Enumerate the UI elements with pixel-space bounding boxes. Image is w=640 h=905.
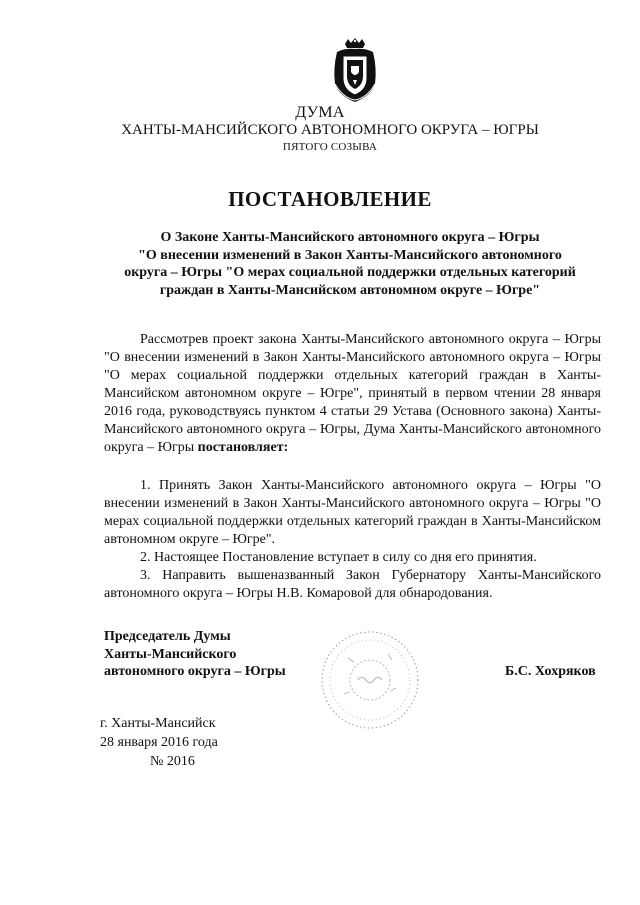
duma-heading: ДУМА <box>295 104 345 121</box>
subject-line: О Законе Ханты-Мансийского автономного округа – Югры <box>160 230 540 245</box>
okrug-heading: ХАНТЫ-МАНСИЙСКОГО АВТОНОМНОГО ОКРУГА – ЮГРЫ <box>121 122 539 138</box>
place-date-number <box>100 714 218 771</box>
signatory-position-line: автономного округа – Югры <box>104 664 286 679</box>
date: 28 января 2016 года <box>100 735 218 750</box>
subject-line: округа – Югры "О мерах социальной поддержки отдельных категорий <box>124 265 576 280</box>
resolves-word: постановляет: <box>197 440 289 455</box>
city: г. Ханты-Мансийск <box>100 716 216 731</box>
preamble-paragraph <box>104 331 601 457</box>
subject-line: граждан в Ханты-Мансийском автономном округе – Югре" <box>159 282 541 298</box>
document-title: ПОСТАНОВЛЕНИЕ <box>228 187 432 211</box>
official-stamp-icon <box>318 628 422 732</box>
preamble-text: Рассмотрев проект закона Ханты-Мансийского автономного округа – Югры "О внесении изменений в Закон Ханты-Мансийского автономного округа – Югры "О мерах социальной поддержки отдельных категорий граждан в Ханты-Мансийском автономном округе – Югре", принятый в первом чтении 28 января 2016 года, руководствуясь пунктом 4 статьи 29 Устава (Основного закона) Ханты-Мансийского автономного округа – Югры, Дума Ханты-Мансийского автономного округа – Югры <box>104 332 601 455</box>
subject-line: "О внесении изменений в Закон Ханты-Мансийского автономного <box>138 247 562 263</box>
coat-of-arms-icon <box>329 38 381 104</box>
signatory-position-line: Председатель Думы <box>104 629 231 644</box>
resolution-item: 1. Принять Закон Ханты-Мансийского автономного округа – Югры "О внесении изменений в Закон Ханты-Мансийского автономного округа – Югры "О мерах социальной поддержки отдельных категорий граждан в Ханты-Мансийском автономном округе – Югре". <box>104 478 601 547</box>
signatory-position <box>104 628 286 681</box>
signatory-name: Б.С. Хохряков <box>505 664 596 679</box>
signatory-position-line: Ханты-Мансийского <box>104 646 237 662</box>
convocation-heading: ПЯТОГО СОЗЫВА <box>282 141 378 153</box>
resolution-item: 2. Настоящее Постановление вступает в силу со дня его принятия. <box>140 550 537 565</box>
document-subject <box>100 229 600 299</box>
resolution-item: 3. Направить вышеназванный Закон Губернатору Ханты-Мансийского автономного округа – Югры Н.В. Комаровой для обнародования. <box>104 568 601 601</box>
document-number: № 2016 <box>150 754 195 769</box>
resolution-items <box>104 477 601 603</box>
